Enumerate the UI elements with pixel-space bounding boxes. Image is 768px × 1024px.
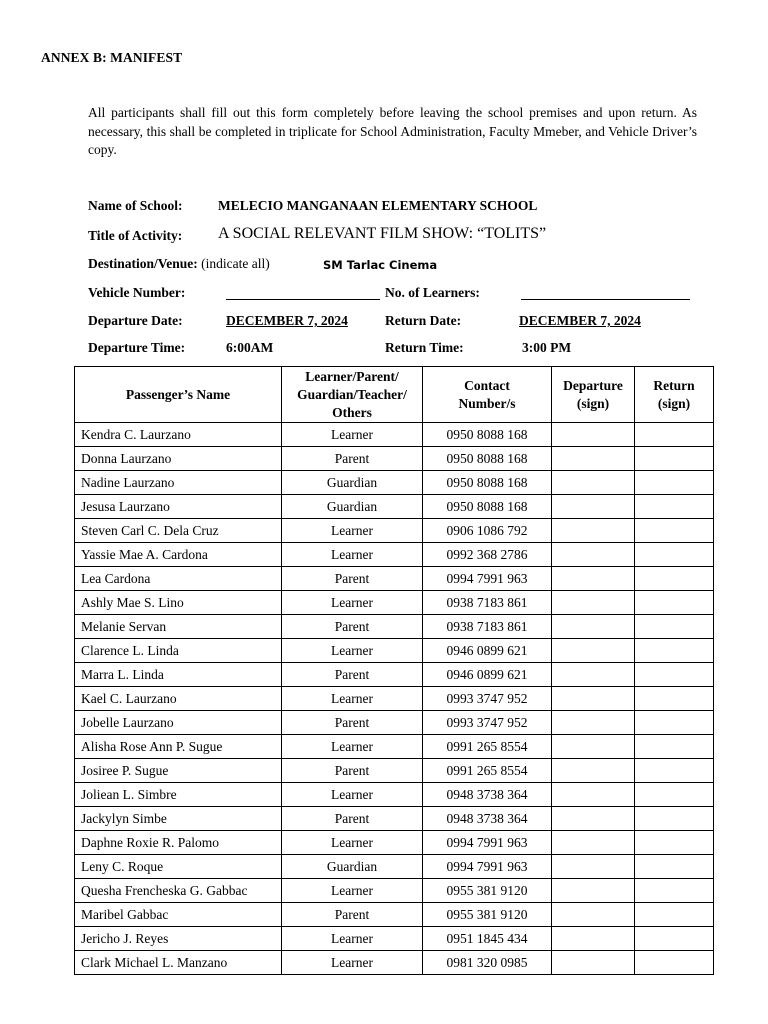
role-cell: Parent: [282, 567, 423, 591]
return-sign-cell[interactable]: [635, 471, 714, 495]
passenger-name-cell: Melanie Servan: [75, 615, 282, 639]
contact-number-cell: 0948 3738 364: [423, 807, 552, 831]
passenger-name-cell: Jobelle Laurzano: [75, 711, 282, 735]
passenger-name-cell: Kael C. Laurzano: [75, 687, 282, 711]
header-contact: [423, 367, 552, 423]
learners-label: No. of Learners:: [385, 285, 480, 300]
passenger-name-cell: Jesusa Laurzano: [75, 495, 282, 519]
return-sign-cell[interactable]: [635, 735, 714, 759]
passenger-name-cell: Jericho J. Reyes: [75, 927, 282, 951]
return-time-value: 3:00 PM: [522, 340, 572, 355]
role-cell: Learner: [282, 687, 423, 711]
header-return-sign: [635, 367, 714, 423]
departure-sign-cell[interactable]: [552, 903, 635, 927]
header-role-line3: Others: [332, 404, 372, 420]
return-sign-cell[interactable]: [635, 567, 714, 591]
return-sign-cell[interactable]: [635, 495, 714, 519]
contact-number-cell: 0955 381 9120: [423, 903, 552, 927]
passenger-name-cell: Nadine Laurzano: [75, 471, 282, 495]
role-cell: Learner: [282, 951, 423, 975]
return-sign-cell[interactable]: [635, 639, 714, 663]
contact-number-cell: 0991 265 8554: [423, 735, 552, 759]
role-cell: Learner: [282, 783, 423, 807]
role-cell: Guardian: [282, 471, 423, 495]
table-row: [75, 903, 714, 927]
passenger-name-cell: Quesha Frencheska G. Gabbac: [75, 879, 282, 903]
role-cell: Parent: [282, 663, 423, 687]
return-sign-cell[interactable]: [635, 423, 714, 447]
activity-label: Title of Activity:: [88, 228, 183, 243]
departure-sign-cell[interactable]: [552, 831, 635, 855]
table-row: [75, 927, 714, 951]
return-sign-cell[interactable]: [635, 447, 714, 471]
role-cell: Learner: [282, 927, 423, 951]
table-row: [75, 759, 714, 783]
table-row: [75, 519, 714, 543]
departure-sign-cell[interactable]: [552, 591, 635, 615]
table-row: [75, 687, 714, 711]
passenger-name-cell: Marra L. Linda: [75, 663, 282, 687]
table-body: [75, 423, 714, 975]
passenger-manifest-table: [74, 366, 714, 975]
school-label: Name of School:: [88, 198, 183, 213]
role-cell: Learner: [282, 423, 423, 447]
departure-sign-cell[interactable]: [552, 951, 635, 975]
return-sign-cell[interactable]: [635, 711, 714, 735]
contact-number-cell: 0938 7183 861: [423, 591, 552, 615]
passenger-name-cell: Clark Michael L. Manzano: [75, 951, 282, 975]
header-return-line2: (sign): [657, 395, 691, 411]
table-row: [75, 807, 714, 831]
header-role-line1: Learner/Parent/: [305, 368, 399, 384]
table-row: [75, 783, 714, 807]
return-date-label: Return Date:: [385, 313, 462, 328]
contact-number-cell: 0950 8088 168: [423, 495, 552, 519]
role-cell: Learner: [282, 735, 423, 759]
role-cell: Parent: [282, 807, 423, 831]
header-role: [282, 367, 423, 423]
table-row: [75, 543, 714, 567]
table-row: [75, 639, 714, 663]
contact-number-cell: 0950 8088 168: [423, 447, 552, 471]
departure-time-value: 6:00AM: [226, 340, 274, 355]
school-value: MELECIO MANGANAAN ELEMENTARY SCHOOL: [218, 198, 538, 213]
table-header-row: [75, 367, 714, 423]
departure-sign-cell[interactable]: [552, 927, 635, 951]
passenger-name-cell: Steven Carl C. Dela Cruz: [75, 519, 282, 543]
contact-number-cell: 0946 0899 621: [423, 663, 552, 687]
departure-sign-cell[interactable]: [552, 471, 635, 495]
return-sign-cell[interactable]: [635, 807, 714, 831]
passenger-name-cell: Maribel Gabbac: [75, 903, 282, 927]
departure-time-label: Departure Time:: [88, 340, 186, 355]
contact-number-cell: 0950 8088 168: [423, 471, 552, 495]
return-sign-cell[interactable]: [635, 831, 714, 855]
learners-count-field[interactable]: [521, 299, 690, 300]
return-sign-cell[interactable]: [635, 879, 714, 903]
return-sign-cell[interactable]: [635, 615, 714, 639]
departure-sign-cell[interactable]: [552, 639, 635, 663]
contact-number-cell: 0938 7183 861: [423, 615, 552, 639]
departure-sign-cell[interactable]: [552, 543, 635, 567]
passenger-name-cell: Daphne Roxie R. Palomo: [75, 831, 282, 855]
passenger-name-cell: Lea Cardona: [75, 567, 282, 591]
return-sign-cell[interactable]: [635, 663, 714, 687]
passenger-name-cell: Leny C. Roque: [75, 855, 282, 879]
departure-sign-cell[interactable]: [552, 807, 635, 831]
departure-sign-cell[interactable]: [552, 519, 635, 543]
departure-sign-cell[interactable]: [552, 663, 635, 687]
passenger-name-cell: Donna Laurzano: [75, 447, 282, 471]
header-departure-sign: [552, 367, 635, 423]
role-cell: Parent: [282, 447, 423, 471]
table-row: [75, 951, 714, 975]
departure-sign-cell[interactable]: [552, 735, 635, 759]
table-row: [75, 711, 714, 735]
role-cell: Parent: [282, 903, 423, 927]
table-row: [75, 615, 714, 639]
role-cell: Learner: [282, 831, 423, 855]
contact-number-cell: 0991 265 8554: [423, 759, 552, 783]
role-cell: Parent: [282, 711, 423, 735]
contact-number-cell: 0951 1845 434: [423, 927, 552, 951]
departure-sign-cell[interactable]: [552, 879, 635, 903]
return-sign-cell[interactable]: [635, 855, 714, 879]
destination-row: [88, 256, 270, 272]
vehicle-number-field[interactable]: [226, 299, 380, 300]
header-departure-line2: (sign): [576, 395, 610, 411]
return-sign-cell[interactable]: [635, 591, 714, 615]
table-row: [75, 495, 714, 519]
departure-sign-cell[interactable]: [552, 447, 635, 471]
passenger-name-cell: Joliean L. Simbre: [75, 783, 282, 807]
contact-number-cell: 0955 381 9120: [423, 879, 552, 903]
passenger-name-cell: Alisha Rose Ann P. Sugue: [75, 735, 282, 759]
departure-sign-cell[interactable]: [552, 759, 635, 783]
passenger-name-cell: Josiree P. Sugue: [75, 759, 282, 783]
destination-note: (indicate all): [201, 256, 270, 271]
return-sign-cell[interactable]: [635, 543, 714, 567]
departure-date-value: DECEMBER 7, 2024: [226, 313, 348, 328]
departure-date-label: Departure Date:: [88, 313, 183, 328]
passenger-name-cell: Clarence L. Linda: [75, 639, 282, 663]
contact-number-cell: 0981 320 0985: [423, 951, 552, 975]
document-heading: ANNEX B: MANIFEST: [41, 50, 183, 65]
contact-number-cell: 0994 7991 963: [423, 831, 552, 855]
return-sign-cell[interactable]: [635, 759, 714, 783]
passenger-name-cell: Kendra C. Laurzano: [75, 423, 282, 447]
role-cell: Learner: [282, 519, 423, 543]
table-row: [75, 471, 714, 495]
contact-number-cell: 0950 8088 168: [423, 423, 552, 447]
role-cell: Learner: [282, 639, 423, 663]
header-contact-line1: Contact: [464, 377, 510, 393]
table-row: [75, 447, 714, 471]
return-sign-cell[interactable]: [635, 687, 714, 711]
table-row: [75, 591, 714, 615]
table-row: [75, 735, 714, 759]
activity-value: A SOCIAL RELEVANT FILM SHOW: “TOLITS”: [218, 225, 547, 242]
departure-sign-cell[interactable]: [552, 423, 635, 447]
contact-number-cell: 0906 1086 792: [423, 519, 552, 543]
return-sign-cell[interactable]: [635, 903, 714, 927]
contact-number-cell: 0994 7991 963: [423, 855, 552, 879]
role-cell: Learner: [282, 591, 423, 615]
table-row: [75, 831, 714, 855]
return-date-value: DECEMBER 7, 2024: [519, 313, 641, 328]
header-return-line1: Return: [653, 377, 695, 393]
return-sign-cell[interactable]: [635, 951, 714, 975]
return-sign-cell[interactable]: [635, 927, 714, 951]
departure-sign-cell[interactable]: [552, 615, 635, 639]
role-cell: Guardian: [282, 855, 423, 879]
return-time-label: Return Time:: [385, 340, 464, 355]
table-row: [75, 423, 714, 447]
contact-number-cell: 0994 7991 963: [423, 567, 552, 591]
role-cell: Learner: [282, 879, 423, 903]
return-sign-cell[interactable]: [635, 519, 714, 543]
role-cell: Guardian: [282, 495, 423, 519]
vehicle-label: Vehicle Number:: [88, 285, 186, 300]
instructions-paragraph: All participants shall fill out this form completely before leaving the school premises and upon return. As necessary, this shall be completed in triplicate for School Administration, Faculty Mmeber, and Vehicle Driver’s copy.: [88, 105, 697, 157]
departure-sign-cell[interactable]: [552, 495, 635, 519]
header-passenger-name: Passenger’s Name: [75, 367, 282, 423]
passenger-name-cell: Ashly Mae S. Lino: [75, 591, 282, 615]
header-departure-line1: Departure: [563, 377, 623, 393]
table-row: [75, 663, 714, 687]
return-sign-cell[interactable]: [635, 783, 714, 807]
contact-number-cell: 0993 3747 952: [423, 711, 552, 735]
contact-number-cell: 0948 3738 364: [423, 783, 552, 807]
header-contact-line2: Number/s: [458, 395, 516, 411]
contact-number-cell: 0993 3747 952: [423, 687, 552, 711]
departure-sign-cell[interactable]: [552, 687, 635, 711]
departure-sign-cell[interactable]: [552, 855, 635, 879]
table-row: [75, 567, 714, 591]
header-role-line2: Guardian/Teacher/: [297, 386, 407, 402]
contact-number-cell: 0992 368 2786: [423, 543, 552, 567]
destination-label: Destination/Venue:: [88, 256, 198, 271]
role-cell: Learner: [282, 543, 423, 567]
destination-value: SM Tarlac Cinema: [323, 258, 438, 272]
role-cell: Parent: [282, 615, 423, 639]
contact-number-cell: 0946 0899 621: [423, 639, 552, 663]
table-row: [75, 879, 714, 903]
passenger-name-cell: Yassie Mae A. Cardona: [75, 543, 282, 567]
departure-sign-cell[interactable]: [552, 783, 635, 807]
role-cell: Parent: [282, 759, 423, 783]
departure-sign-cell[interactable]: [552, 567, 635, 591]
passenger-name-cell: Jackylyn Simbe: [75, 807, 282, 831]
table-row: [75, 855, 714, 879]
departure-sign-cell[interactable]: [552, 711, 635, 735]
